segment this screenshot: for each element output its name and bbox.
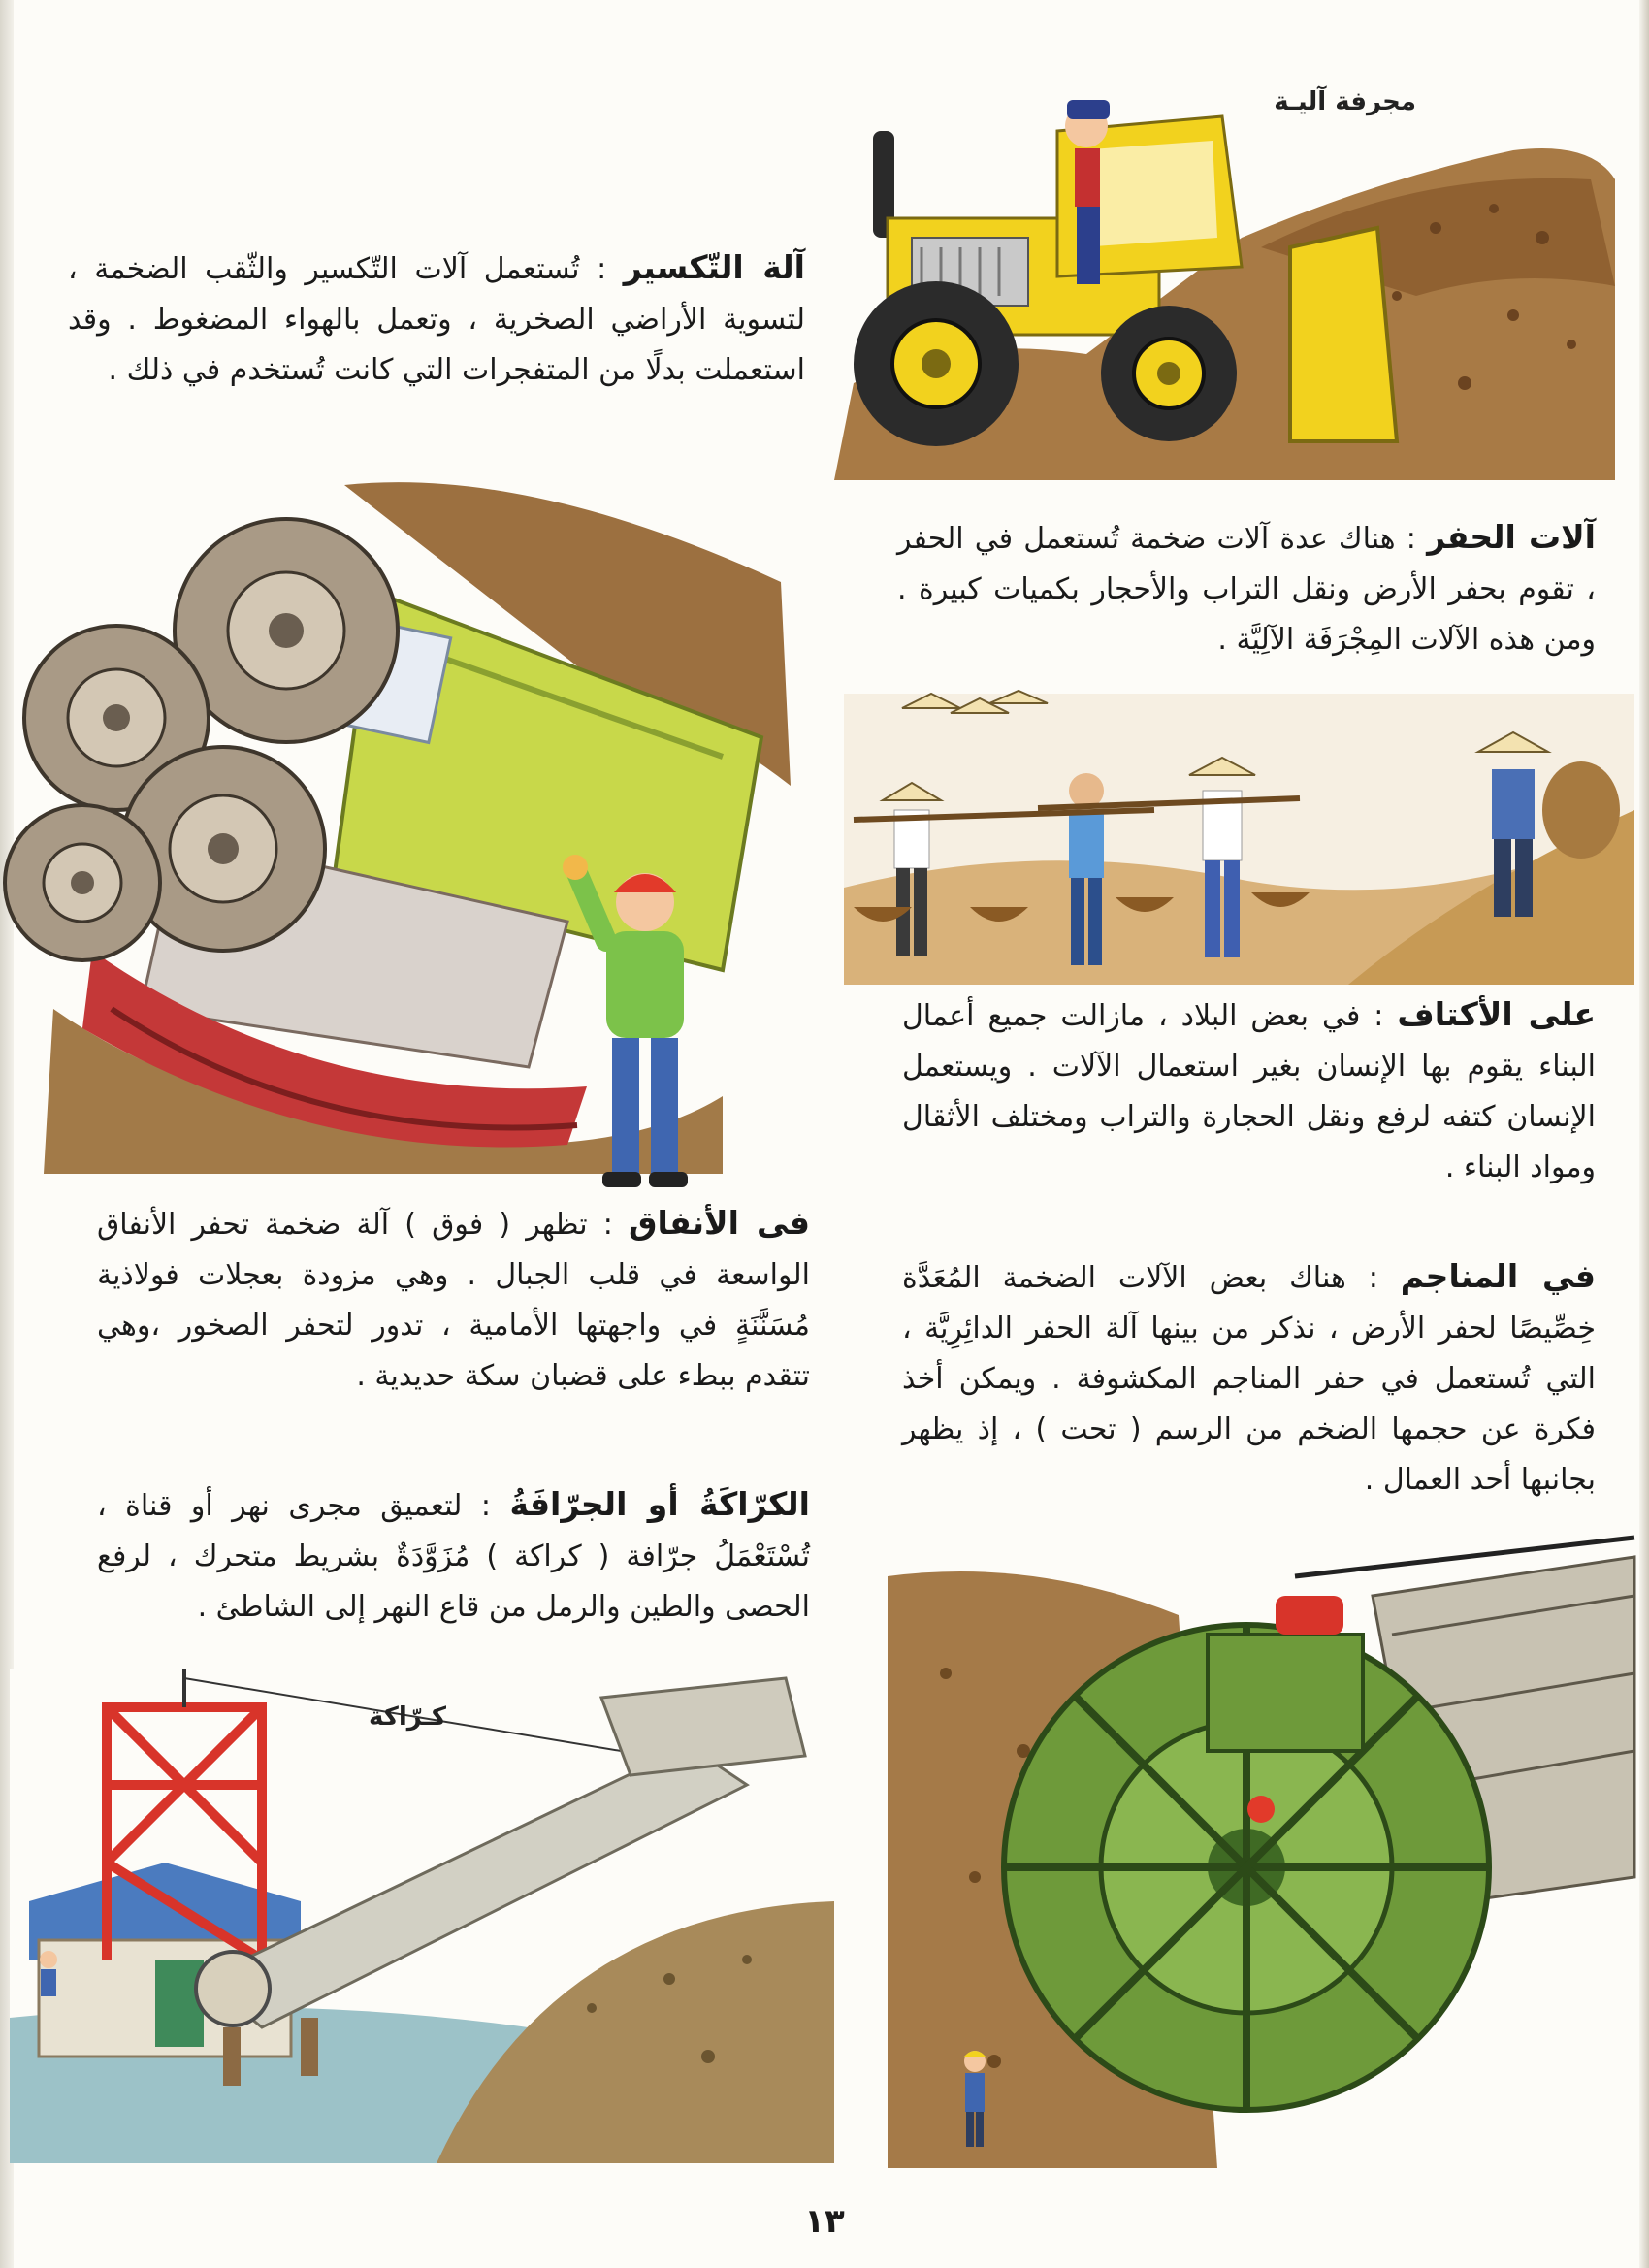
dredge-body: : لتعميق مجرى نهر أو قناة ، تُسْتَعْمَلُ جرّافة ( كراكة ) مُزَوَّدَةٌ بشريط متحرك ، لرفع الحصى والطين والرمل من قاع النهر إلى الشاطئ . bbox=[97, 1489, 810, 1624]
bucket-wheel-excavator-illustration bbox=[888, 1557, 1634, 2168]
paragraph-dredge bbox=[97, 1479, 810, 1633]
bulldozer-illustration bbox=[834, 92, 1620, 480]
paragraph-mines bbox=[902, 1251, 1596, 1506]
bulldozer-caption: مجرفة آليـة bbox=[1274, 87, 1416, 116]
tunnel-boring-machine-illustration bbox=[24, 466, 791, 1174]
paragraph-digging bbox=[897, 512, 1596, 665]
dredger-illustration bbox=[10, 1669, 834, 2163]
breaker-body: : تُستعمل آلات التّكسير والثّقب الضخمة ، لتسوية الأراضي الصخرية ، وتعمل بالهواء المضغوط . وقد استعملت بدلًا من المتفجرات التي كانت تُستخدم في ذلك . bbox=[68, 252, 805, 387]
paragraph-breaker bbox=[68, 243, 805, 396]
dredge-heading: الكرّاكَةُ أو الجرّافَةُ bbox=[509, 1485, 810, 1523]
mines-body: : هناك بعض الآلات الضخمة المُعَدَّة خِصِّيصًا لحفر الأرض ، نذكر من بينها آلة الحفر الدائِرِيَّة ، التي تُستعمل في حفر المناجم المكشوفة . ويمكن أخذ فكرة عن حجمها الضخم من الرسم ( تحت ) ، إذ يظهر بجانبها أحد العمال . bbox=[902, 1261, 1596, 1497]
breaker-heading: آلة التّكسير bbox=[623, 248, 805, 286]
page-number: ١٣ bbox=[804, 2202, 845, 2241]
digging-heading: آلات الحفر bbox=[1427, 518, 1596, 556]
paragraph-tunnels bbox=[97, 1198, 810, 1402]
workers-carrying-illustration bbox=[844, 694, 1634, 985]
tunnels-heading: فى الأنفاق bbox=[628, 1204, 811, 1242]
shoulders-heading: على الأكتاف bbox=[1397, 995, 1596, 1033]
tunnels-body: : تظهر ( فوق ) آلة ضخمة تحفر الأنفاق الواسعة في قلب الجبال . وهي مزودة بعجلات فولاذية مُسَنَّنَةٍ في واجهتها الأمامية ، تدور لتحفر الصخور ،وهي تتقدم ببطء على قضبان سكة حديدية . bbox=[97, 1208, 810, 1393]
paragraph-shoulders bbox=[902, 989, 1596, 1193]
shoulders-body: : في بعض البلاد ، مازالت جميع أعمال البناء يقوم بها الإنسان بغير استعمال الآلات . ويستعمل الإنسان كتفه لرفع ونقل الحجارة والتراب ومختلف الأثقال ومواد البناء . bbox=[902, 999, 1596, 1184]
digging-body: : هناك عدة آلات ضخمة تُستعمل في الحفر ، تقوم بحفر الأرض ونقل التراب والأحجار بكميات كبيرة . ومن هذه الآلات المِجْرَفَة الآلِيَّة . bbox=[897, 522, 1596, 657]
page-edge-right bbox=[1639, 0, 1649, 2268]
dredger-caption: كـرّاكة bbox=[369, 1702, 446, 1732]
mines-heading: في المناجم bbox=[1400, 1257, 1596, 1295]
